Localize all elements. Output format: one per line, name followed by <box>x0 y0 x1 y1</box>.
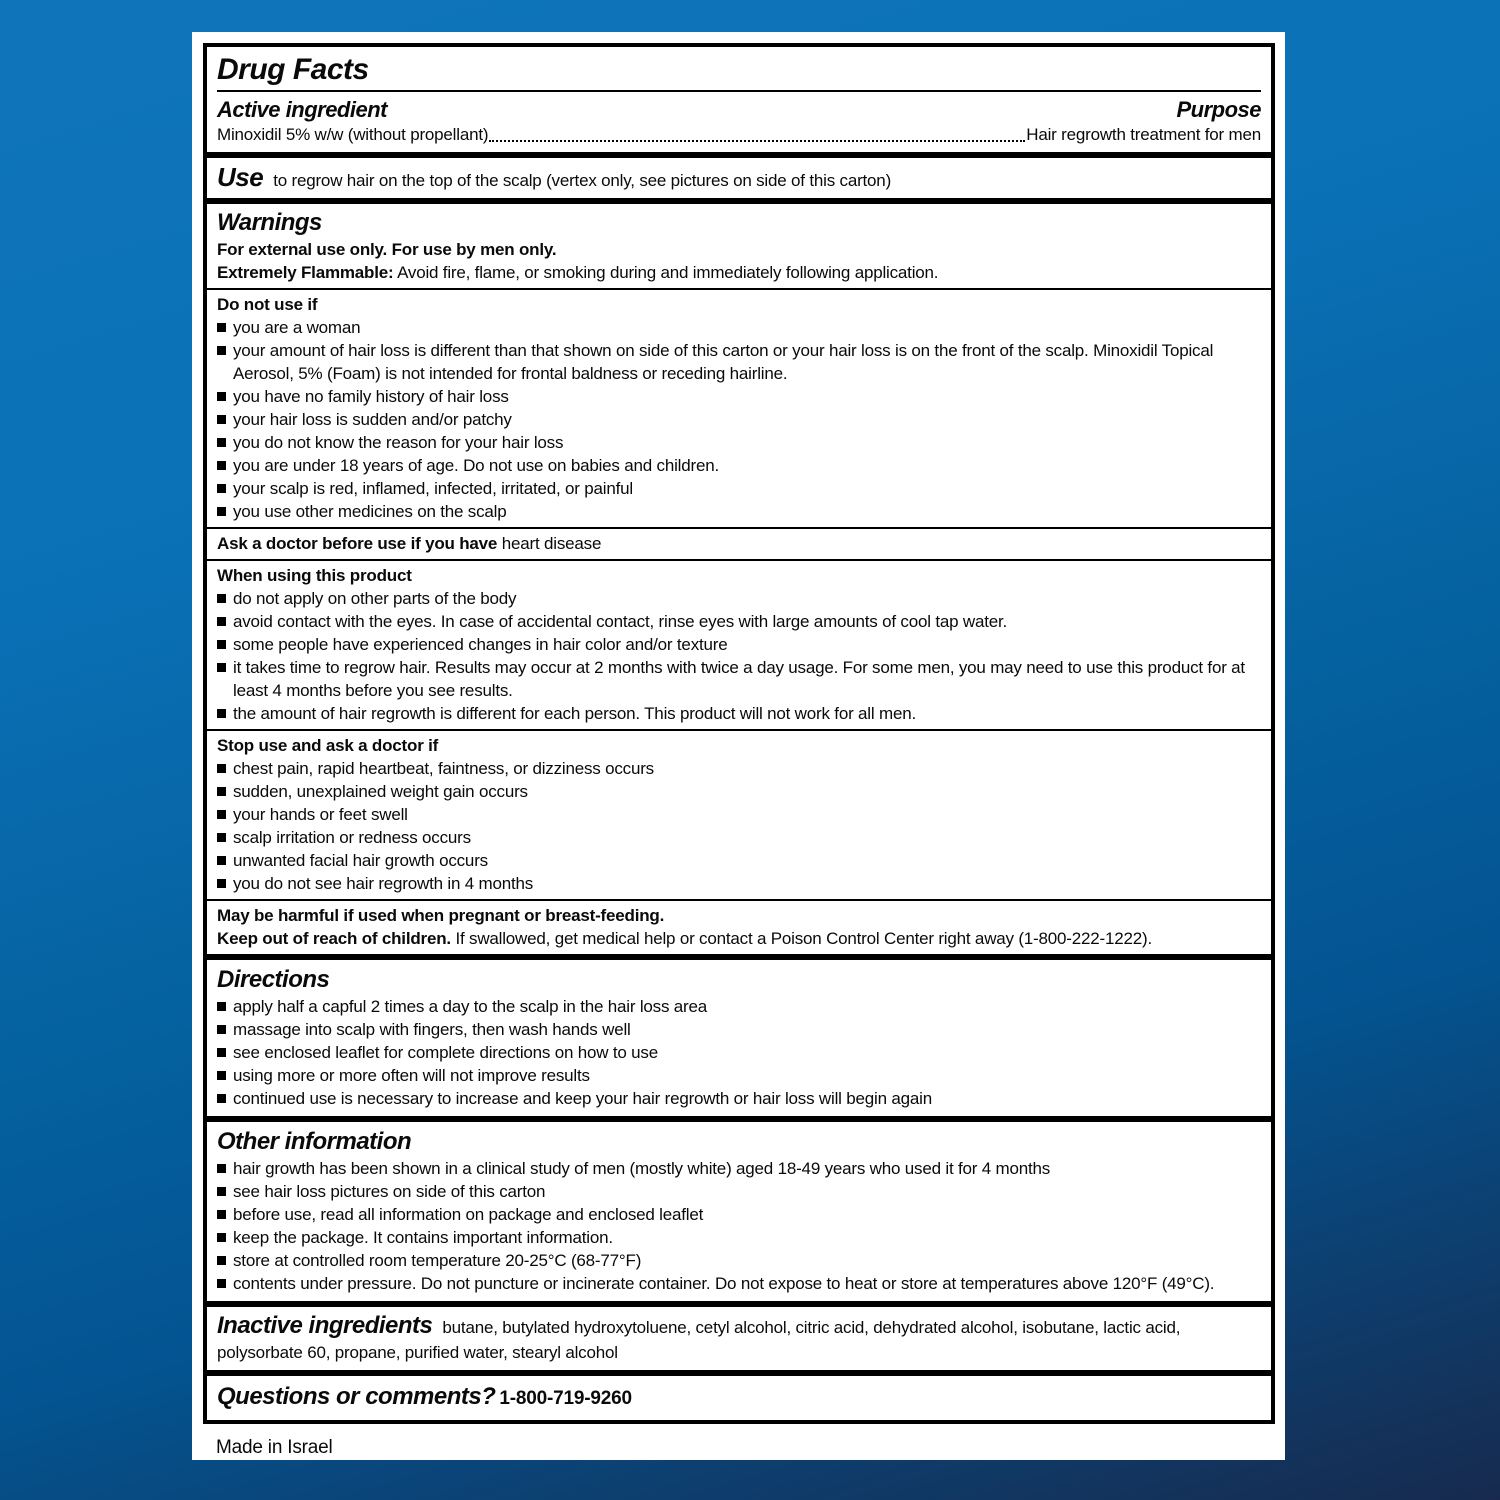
list-item-text: your hands or feet swell <box>233 805 408 824</box>
other-information-heading: Other information <box>217 1128 412 1155</box>
bullet-square-icon <box>217 1071 226 1080</box>
list-item-text: massage into scalp with fingers, then wash hands well <box>233 1020 631 1039</box>
pregnancy-subsection <box>207 901 1271 954</box>
list-item-text: sudden, unexplained weight gain occurs <box>233 782 528 801</box>
list-item-text: contents under pressure. Do not puncture or incinerate container. Do not expose to heat or store at temperatures above 120°F (49°C). <box>233 1274 1215 1293</box>
external-use-text: For external use only. For use by men only. <box>217 240 557 259</box>
list-item-text: keep the package. It contains important information. <box>233 1228 613 1247</box>
list-item <box>217 1087 1261 1110</box>
ask-doctor-subsection <box>207 529 1271 559</box>
list-item <box>217 1226 1261 1249</box>
bullet-square-icon <box>217 1025 226 1034</box>
flammable-line <box>217 261 1261 284</box>
warnings-intro <box>207 204 1271 288</box>
list-item-text: see hair loss pictures on side of this carton <box>233 1182 546 1201</box>
list-item <box>217 702 1261 725</box>
list-item-text: you have no family history of hair loss <box>233 387 509 406</box>
dot-leader <box>489 140 1025 142</box>
ask-doctor-label: Ask a doctor before use if you have <box>217 534 498 553</box>
flammable-text: Avoid fire, flame, or smoking during and immediately following application. <box>397 263 939 282</box>
pregnancy-warning: May be harmful if used when pregnant or breast-feeding. <box>217 906 665 925</box>
bullet-square-icon <box>217 1164 226 1173</box>
flammable-label: Extremely Flammable: <box>217 263 394 282</box>
active-purpose-heading-row <box>217 97 1261 123</box>
list-item-text: chest pain, rapid heartbeat, faintness, or dizziness occurs <box>233 759 654 778</box>
bullet-square-icon <box>217 810 226 819</box>
section-use <box>207 158 1271 198</box>
list-item <box>217 780 1261 803</box>
directions-heading: Directions <box>217 966 330 993</box>
list-item <box>217 316 1261 339</box>
list-item <box>217 826 1261 849</box>
list-item <box>217 408 1261 431</box>
list-item-text: your scalp is red, inflamed, infected, irritated, or painful <box>233 479 633 498</box>
when-using-subsection <box>207 561 1271 729</box>
inactive-ingredients-text: butane, butylated hydroxytoluene, cetyl alcohol, citric acid, dehydrated alcohol, isobutane, lactic acid, polysorbate 60, propane, purified water, stearyl alcohol <box>217 1318 1181 1362</box>
stop-use-subsection <box>207 731 1271 899</box>
list-item <box>217 1018 1261 1041</box>
bullet-square-icon <box>217 594 226 603</box>
list-item-text: continued use is necessary to increase and keep your hair regrowth or hair loss will begin again <box>233 1089 932 1108</box>
list-item-text: your amount of hair loss is different than that shown on side of this carton or your hair loss is on the front of the scalp. Minoxidil Topical Aerosol, 5% (Foam) is not intended for frontal baldness or receding hairline. <box>233 341 1214 383</box>
ask-doctor-line <box>217 532 1261 555</box>
when-using-heading: When using this product <box>217 566 412 585</box>
section-inactive-ingredients <box>207 1307 1271 1370</box>
list-item-text: hair growth has been shown in a clinical study of men (mostly white) aged 18-49 years who used it for 4 months <box>233 1159 1051 1178</box>
bullet-square-icon <box>217 1279 226 1288</box>
purpose-value: Hair regrowth treatment for men <box>1026 125 1261 144</box>
bullet-square-icon <box>217 879 226 888</box>
do-not-use-heading: Do not use if <box>217 295 318 314</box>
do-not-use-subsection <box>207 290 1271 527</box>
list-item <box>217 757 1261 780</box>
keep-out-line <box>217 927 1261 950</box>
bullet-square-icon <box>217 640 226 649</box>
title-divider <box>217 90 1261 92</box>
list-item <box>217 633 1261 656</box>
section-active-ingredient <box>207 47 1271 152</box>
when-using-list <box>217 587 1261 725</box>
use-text: to regrow hair on the top of the scalp (vertex only, see pictures on side of this carton) <box>273 171 892 190</box>
list-item <box>217 1064 1261 1087</box>
warnings-heading: Warnings <box>217 209 322 236</box>
bullet-square-icon <box>217 415 226 424</box>
active-ingredient-heading: Active ingredient <box>217 97 387 122</box>
list-item <box>217 1180 1261 1203</box>
bullet-square-icon <box>217 856 226 865</box>
list-item-text: using more or more often will not improve results <box>233 1066 590 1085</box>
bullet-square-icon <box>217 1002 226 1011</box>
list-item <box>217 1249 1261 1272</box>
section-directions <box>207 960 1271 1116</box>
directions-list <box>217 995 1261 1110</box>
list-item-text: before use, read all information on package and enclosed leaflet <box>233 1205 704 1224</box>
list-item-text: you are under 18 years of age. Do not use on babies and children. <box>233 456 720 475</box>
list-item <box>217 656 1261 702</box>
list-item <box>217 587 1261 610</box>
list-item <box>217 995 1261 1018</box>
use-heading: Use <box>217 162 264 192</box>
list-item-text: store at controlled room temperature 20-25°C (68-77°F) <box>233 1251 642 1270</box>
active-ingredient-name: Minoxidil 5% w/w (without propellant) <box>217 125 489 144</box>
bullet-square-icon <box>217 1048 226 1057</box>
list-item <box>217 339 1261 385</box>
bullet-square-icon <box>217 787 226 796</box>
list-item <box>217 1041 1261 1064</box>
drug-facts-box <box>203 43 1275 1424</box>
list-item <box>217 385 1261 408</box>
list-item-text: some people have experienced changes in hair color and/or texture <box>233 635 728 654</box>
questions-phone: 1-800-719-9260 <box>499 1388 632 1409</box>
list-item-text: you do not see hair regrowth in 4 months <box>233 874 534 893</box>
bullet-square-icon <box>217 461 226 470</box>
stop-use-list <box>217 757 1261 895</box>
bullet-square-icon <box>217 1210 226 1219</box>
bullet-square-icon <box>217 323 226 332</box>
bullet-square-icon <box>217 507 226 516</box>
list-item-text: see enclosed leaflet for complete directions on how to use <box>233 1043 658 1062</box>
list-item <box>217 1157 1261 1180</box>
list-item <box>217 849 1261 872</box>
list-item-text: unwanted facial hair growth occurs <box>233 851 488 870</box>
inactive-ingredients-heading: Inactive ingredients <box>217 1312 433 1339</box>
bullet-square-icon <box>217 438 226 447</box>
ask-doctor-text: heart disease <box>501 534 602 553</box>
keep-out-text: If swallowed, get medical help or contact a Poison Control Center right away (1-800-222-1222). <box>455 929 1152 948</box>
list-item-text: you use other medicines on the scalp <box>233 502 507 521</box>
questions-heading: Questions or comments? <box>217 1383 496 1410</box>
bullet-square-icon <box>217 392 226 401</box>
bullet-square-icon <box>217 663 226 672</box>
bullet-square-icon <box>217 1233 226 1242</box>
list-item <box>217 454 1261 477</box>
list-item <box>217 610 1261 633</box>
list-item-text: you do not know the reason for your hair loss <box>233 433 564 452</box>
list-item-text: avoid contact with the eyes. In case of accidental contact, rinse eyes with large amounts of cool tap water. <box>233 612 1008 631</box>
made-in-text: Made in Israel <box>216 1437 333 1458</box>
bullet-square-icon <box>217 764 226 773</box>
list-item-text: apply half a capful 2 times a day to the scalp in the hair loss area <box>233 997 708 1016</box>
list-item <box>217 803 1261 826</box>
bullet-square-icon <box>217 833 226 842</box>
bullet-square-icon <box>217 1187 226 1196</box>
bullet-square-icon <box>217 709 226 718</box>
list-item <box>217 431 1261 454</box>
bullet-square-icon <box>217 617 226 626</box>
bullet-square-icon <box>217 484 226 493</box>
section-warnings <box>207 204 1271 954</box>
other-information-list <box>217 1157 1261 1295</box>
section-other-information <box>207 1122 1271 1301</box>
list-item <box>217 1272 1261 1295</box>
bullet-square-icon <box>217 346 226 355</box>
list-item <box>217 1203 1261 1226</box>
list-item-text: scalp irritation or redness occurs <box>233 828 471 847</box>
purpose-heading: Purpose <box>1176 97 1261 122</box>
stop-use-heading: Stop use and ask a doctor if <box>217 736 439 755</box>
list-item-text: it takes time to regrow hair. Results may occur at 2 months with twice a day usage. For some men, you may need to use this product for at least 4 months before you see results. <box>233 658 1245 700</box>
drug-facts-label <box>192 32 1285 1460</box>
do-not-use-list <box>217 316 1261 523</box>
drug-facts-title: Drug Facts <box>217 53 369 86</box>
list-item <box>217 872 1261 895</box>
section-questions <box>207 1376 1271 1420</box>
active-ingredient-row <box>217 123 1261 146</box>
list-item-text: you are a woman <box>233 318 361 337</box>
list-item-text: your hair loss is sudden and/or patchy <box>233 410 512 429</box>
list-item-text: the amount of hair regrowth is different for each person. This product will not work for all men. <box>233 704 916 723</box>
bullet-square-icon <box>217 1256 226 1265</box>
keep-out-label: Keep out of reach of children. <box>217 929 451 948</box>
list-item <box>217 477 1261 500</box>
list-item-text: do not apply on other parts of the body <box>233 589 517 608</box>
list-item <box>217 500 1261 523</box>
bullet-square-icon <box>217 1094 226 1103</box>
